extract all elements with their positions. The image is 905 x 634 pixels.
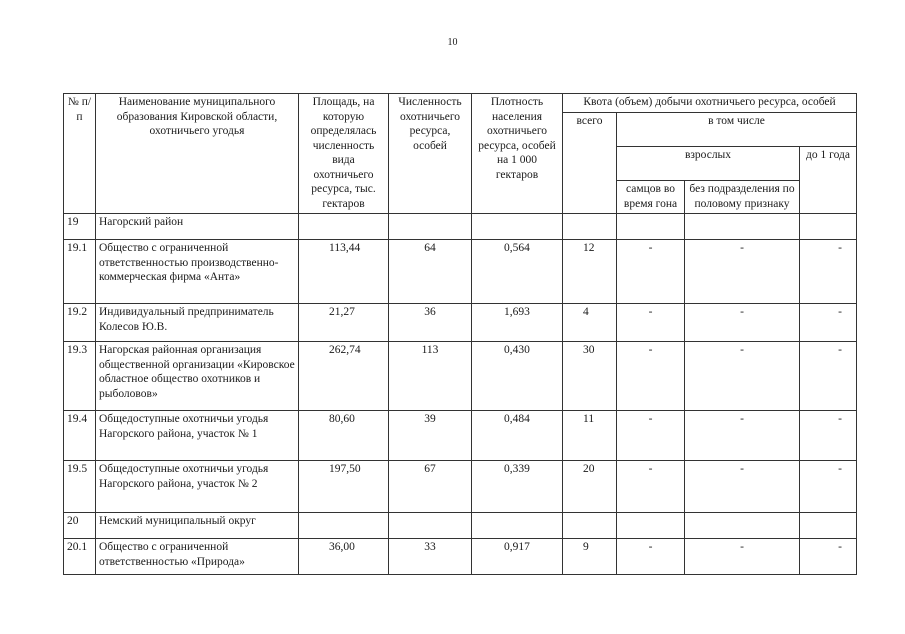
row-num: 20.1 (64, 539, 96, 575)
table-row (64, 342, 857, 411)
row-total: 9 (563, 539, 617, 575)
row-area: 113,44 (299, 240, 389, 304)
row-total: 30 (563, 342, 617, 411)
row-total: 4 (563, 304, 617, 342)
row-males: - (617, 461, 685, 513)
row-density: 0,339 (472, 461, 563, 513)
header-total: всего (563, 112, 617, 214)
row-area: 80,60 (299, 411, 389, 461)
row-nosex: - (685, 304, 800, 342)
row-name: Индивидуальный предприниматель Колесов Ю.В. (96, 304, 299, 342)
row-young: - (800, 539, 857, 575)
row-males: - (617, 411, 685, 461)
row-nosex: - (685, 240, 800, 304)
row-population: 33 (389, 539, 472, 575)
row-name: Немский муниципальный округ (96, 513, 299, 539)
page-number: 10 (447, 37, 458, 48)
row-num: 19.5 (64, 461, 96, 513)
row-area: 36,00 (299, 539, 389, 575)
row-name: Нагорская районная организация общественной организации «Кировское областное общество охотников и рыболовов» (96, 342, 299, 411)
row-young: - (800, 304, 857, 342)
table-row (64, 539, 857, 575)
row-nosex: - (685, 539, 800, 575)
table-row (64, 240, 857, 304)
row-males: - (617, 342, 685, 411)
quota-table (63, 93, 857, 575)
row-name: Нагорский район (96, 214, 299, 240)
row-num: 19.2 (64, 304, 96, 342)
row-name: Общедоступные охотничьи угодья Нагорского района, участок № 2 (96, 461, 299, 513)
header-num: № п/п (64, 94, 96, 214)
header-including: в том числе (617, 112, 857, 146)
row-population: 64 (389, 240, 472, 304)
header-quota: Квота (объем) добычи охотничьего ресурса, особей (563, 94, 857, 113)
row-name: Общедоступные охотничьи угодья Нагорского района, участок № 1 (96, 411, 299, 461)
row-population: 36 (389, 304, 472, 342)
row-total: 11 (563, 411, 617, 461)
row-area: 262,74 (299, 342, 389, 411)
row-num: 19.3 (64, 342, 96, 411)
table-row-section (64, 214, 857, 240)
table-header (64, 94, 857, 214)
row-density: 0,917 (472, 539, 563, 575)
header-adults: взрослых (617, 146, 800, 180)
row-num: 20 (64, 513, 96, 539)
row-total: 20 (563, 461, 617, 513)
row-density: 0,430 (472, 342, 563, 411)
row-name: Общество с ограниченной ответственностью производственно-коммерческая фирма «Анта» (96, 240, 299, 304)
row-num: 19.4 (64, 411, 96, 461)
row-density: 0,484 (472, 411, 563, 461)
table-row (64, 461, 857, 513)
header-name: Наименование муниципального образования Кировской области, охотничьего угодья (96, 94, 299, 214)
row-density: 1,693 (472, 304, 563, 342)
header-under-one-year: до 1 года (800, 146, 857, 213)
header-males-rut: самцов во время гона (617, 181, 685, 214)
row-nosex: - (685, 411, 800, 461)
table-row (64, 411, 857, 461)
header-population: Численность охотничьего ресурса, особей (389, 94, 472, 214)
table-row-section (64, 513, 857, 539)
row-males: - (617, 240, 685, 304)
row-young: - (800, 342, 857, 411)
row-density: 0,564 (472, 240, 563, 304)
row-young: - (800, 240, 857, 304)
row-population: 67 (389, 461, 472, 513)
row-nosex: - (685, 461, 800, 513)
row-nosex: - (685, 342, 800, 411)
row-total: 12 (563, 240, 617, 304)
row-num: 19.1 (64, 240, 96, 304)
row-males: - (617, 304, 685, 342)
row-area: 197,50 (299, 461, 389, 513)
row-young: - (800, 411, 857, 461)
row-name: Общество с ограниченной ответственностью «Природа» (96, 539, 299, 575)
row-young: - (800, 461, 857, 513)
header-density: Плотность населения охотничьего ресурса, особей на 1 000 гектаров (472, 94, 563, 214)
row-num: 19 (64, 214, 96, 240)
row-area: 21,27 (299, 304, 389, 342)
row-population: 39 (389, 411, 472, 461)
row-males: - (617, 539, 685, 575)
table-row (64, 304, 857, 342)
header-no-sex-split: без подразделения по половому признаку (685, 181, 800, 214)
header-area: Площадь, на которую определялась численность вида охотничьего ресурса, тыс. гектаров (299, 94, 389, 214)
row-population: 113 (389, 342, 472, 411)
